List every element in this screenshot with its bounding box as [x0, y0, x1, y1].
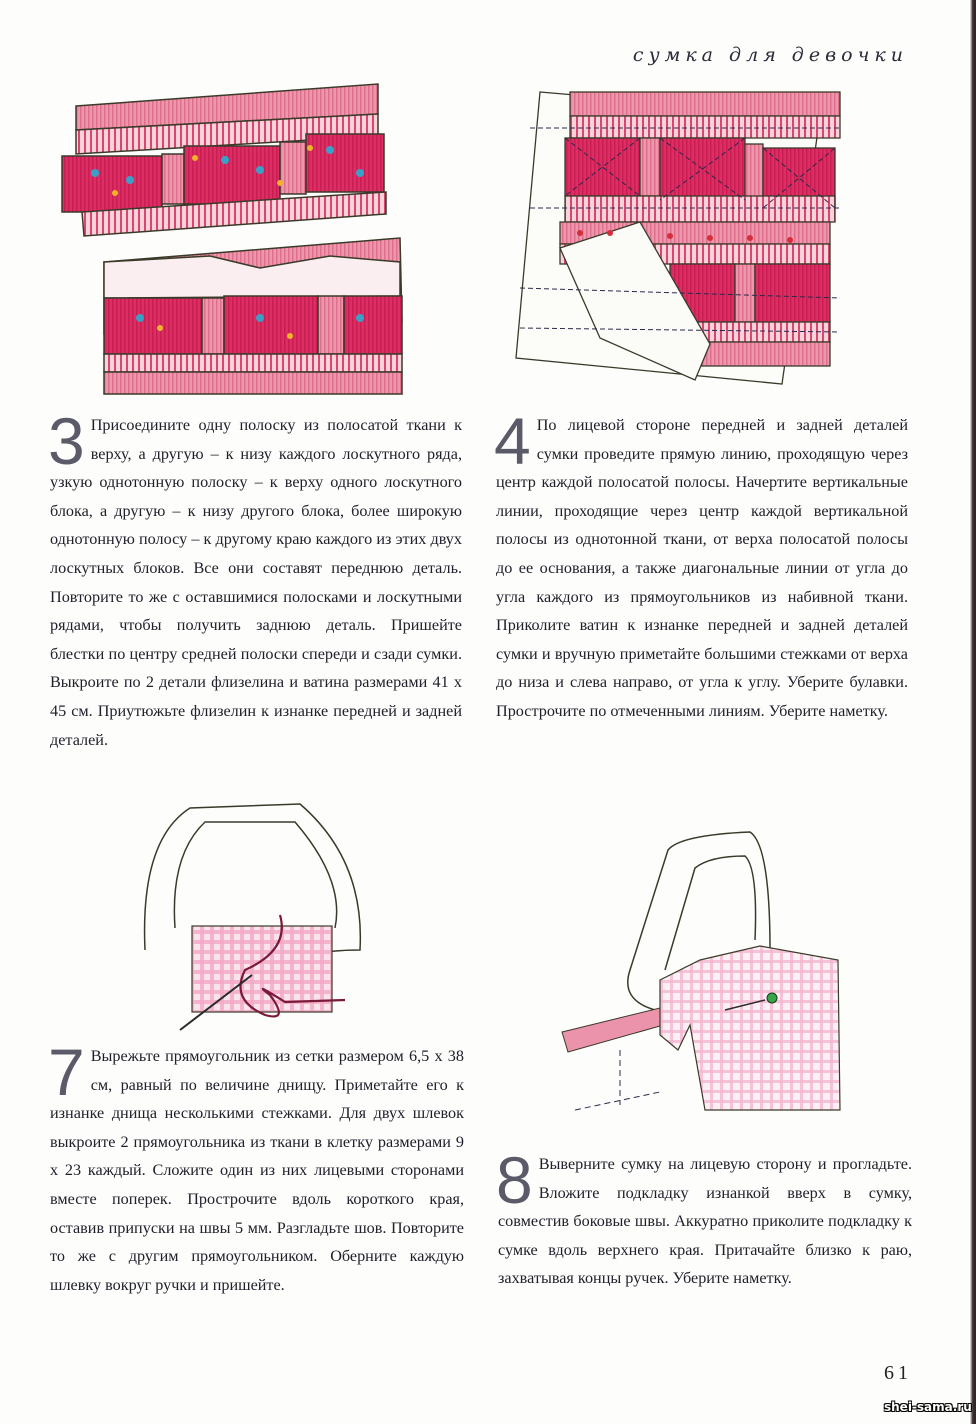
step-3 [48, 404, 462, 754]
step-number: 7 [48, 1035, 85, 1109]
patchwork-strips-illustration [60, 78, 420, 398]
step-7 [48, 1035, 464, 1299]
handle-pin-illustration [560, 820, 865, 1120]
step-4 [494, 404, 908, 726]
handle-needle-illustration [130, 800, 370, 1040]
step-number: 8 [496, 1143, 533, 1217]
page-number: 61 [884, 1362, 912, 1384]
running-title: сумка для девочки [632, 44, 908, 66]
step-text: Присоедините одну полоску из полосатой ткани к верху, а другую – к низу каждого лоскутного ряда, узкую однотонную полоску – к верху одного лоскутного блока, а другую – к низу другого блока, более широкую однотонную полосу – к другому краю каждого из этих двух лоскутных блоков. Все они составят переднюю деталь. Повторите то же с оставшимися полосками и лоскутными рядами, чтобы получить заднюю деталь. Пришейте блестки по центру средней полоски спереди и сзади сумки. Выкроите по 2 детали флизелина и ватина размерами 41 х 45 см. Приутюжьте флизелин к изнанке передней и задней деталей. [50, 416, 462, 749]
step-number: 3 [48, 404, 85, 478]
step-text: Выверните сумку на лицевую сторону и прогладьте. Вложите подкладку изнанкой вверх в сумку, совместив боковые швы. Аккуратно приколите подкладку к сумке вдоль верхнего края. Притачайте близко к раю, захватывая концы ручек. Уберите наметку. [498, 1155, 912, 1288]
step-8 [496, 1143, 912, 1293]
watermark: shei-sama.ru [884, 1400, 972, 1414]
step-number: 4 [494, 404, 531, 478]
page-edge [970, 0, 976, 1424]
quilted-panel-illustration [510, 88, 850, 388]
step-text: По лицевой стороне передней и задней деталей сумки проведите прямую линию, проходящую через центр каждой полосатой полосы. Начертите вертикальные линии, проходящие через центр каждой вертикальной полосы из однотонной ткани, от верха полосатой полосы до ее основания, а также диагональные линии от угла до угла каждого из прямоугольников из набивной ткани. Приколите ватин к изнанке передней и задней деталей сумки и вручную приметайте большими стежками от верха до низа и слева направо, от угла к углу. Уберите булавки. Прострочите по отмеченными линиям. Уберите наметку. [496, 416, 908, 720]
step-text: Вырежьте прямоугольник из сетки размером 6,5 х 38 см, равный по величине днищу. Приметайте его к изнанке днища несколькими стежками. Для двух шлевок выкроите 2 прямоугольника из ткани в клетку размерами 9 х 23 каждый. Сложите один из них лицевыми сторонами вместе поперек. Прострочите вдоль короткого края, оставив припуски на швы 5 мм. Разгладьте шов. Повторите то же с другим прямоугольником. Оберните каждую шлевку вокруг ручки и пришейте. [50, 1047, 464, 1294]
